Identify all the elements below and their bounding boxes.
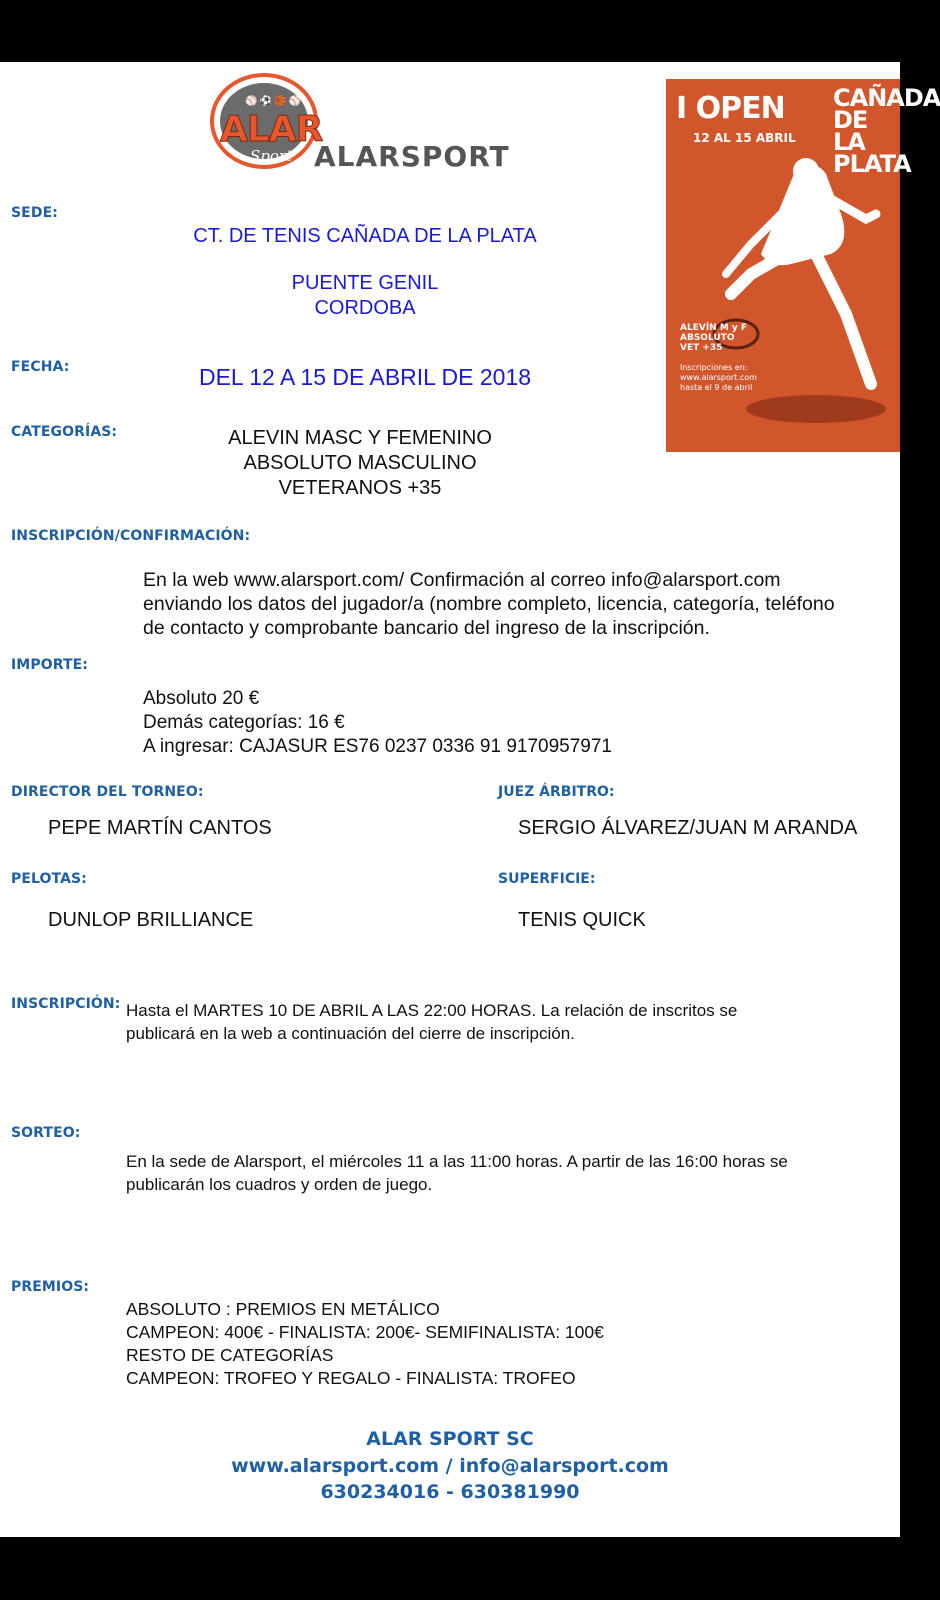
sede-city: PUENTE GENIL xyxy=(291,272,439,294)
sorteo-label: SORTEO: xyxy=(11,1125,81,1141)
logo-sport-text: Sport xyxy=(250,147,293,165)
list-item: VETERANOS +35 xyxy=(278,477,442,499)
juez-label: JUEZ ÁRBITRO: xyxy=(498,784,615,800)
pelotas-value: DUNLOP BRILLIANCE xyxy=(48,909,254,931)
sede-province: CORDOBA xyxy=(314,297,416,319)
importe-label: IMPORTE: xyxy=(11,657,88,673)
document-page xyxy=(0,62,940,1537)
footer-phones: 630234016 - 630381990 xyxy=(320,1481,580,1503)
sede-venue: CT. DE TENIS CAÑADA DE LA PLATA xyxy=(193,225,537,247)
poster-categories: ALEVÍN M y F ABSOLUTO VET +35 xyxy=(680,323,748,353)
poster-name: CAÑADA DE LA PLATA xyxy=(833,84,940,178)
inscripcion-confirmacion-label: INSCRIPCIÓN/CONFIRMACIÓN: xyxy=(11,528,251,544)
juez-value: SERGIO ÁLVAREZ/JUAN M ARANDA xyxy=(518,817,858,839)
categorias-label: CATEGORÍAS: xyxy=(11,424,118,440)
superficie-value: TENIS QUICK xyxy=(518,909,646,931)
inscripcion-text: Hasta el MARTES 10 DE ABRIL A LAS 22:00 HORAS. La relación de inscritos se publicará en la web a continuación del cierre de inscripción. xyxy=(126,1001,738,1043)
categorias-list xyxy=(160,426,560,501)
inscripcion-confirmacion-text: En la web www.alarsport.com/ Confirmación al correo info@alarsport.com enviando los datos del jugador/a (nombre completo, licencia, categoría, teléfono de contacto y comprobante bancario del ingreso de la inscripción. xyxy=(143,569,835,639)
premios-label: PREMIOS: xyxy=(11,1279,90,1295)
poster-dates: 12 AL 15 ABRIL xyxy=(693,131,796,145)
footer-web[interactable]: www.alarsport.com / info@alarsport.com xyxy=(231,1455,669,1477)
director-label: DIRECTOR DEL TORNEO: xyxy=(11,784,204,800)
sorteo-text: En la sede de Alarsport, el miércoles 11 a las 11:00 horas. A partir de las 16:00 horas se publicarán los cuadros y orden de juego. xyxy=(126,1152,788,1194)
pelotas-label: PELOTAS: xyxy=(11,871,87,887)
sede-label: SEDE: xyxy=(11,205,58,221)
director-value: PEPE MARTÍN CANTOS xyxy=(48,817,272,839)
footer-org: ALAR SPORT SC xyxy=(366,1428,534,1450)
alarsport-logo xyxy=(210,73,323,169)
superficie-label: SUPERFICIE: xyxy=(498,871,596,887)
logo-wordmark: ALARSPORT xyxy=(314,140,510,173)
premios-text: ABSOLUTO : PREMIOS EN METÁLICO CAMPEON: 400€ - FINALISTA: 200€- SEMIFINALISTA: 100€ RESTO DE CATEGORÍAS CAMPEON: TROFEO Y REGALO - FINALISTA: TROFEO xyxy=(126,1299,604,1388)
fecha-value: DEL 12 A 15 DE ABRIL DE 2018 xyxy=(198,364,531,390)
inscripcion-label: INSCRIPCIÓN: xyxy=(11,996,121,1012)
tournament-poster xyxy=(666,79,940,452)
poster-title: I OPEN xyxy=(676,91,785,126)
sports-balls-icon: ⚾⚽🏀⚾ xyxy=(245,96,303,107)
importe-text: Absoluto 20 € Demás categorías: 16 € A ingresar: CAJASUR ES76 0237 0336 91 9170957971 xyxy=(143,688,612,757)
poster-inscriptions: Inscripciones en: www.alarsport.com hasta el 9 de abril xyxy=(680,363,757,392)
fecha-label: FECHA: xyxy=(11,359,70,375)
list-item: ALEVIN MASC Y FEMENINO xyxy=(228,427,492,449)
logo-text: ALAR xyxy=(220,109,323,150)
list-item: ABSOLUTO MASCULINO xyxy=(243,452,477,474)
